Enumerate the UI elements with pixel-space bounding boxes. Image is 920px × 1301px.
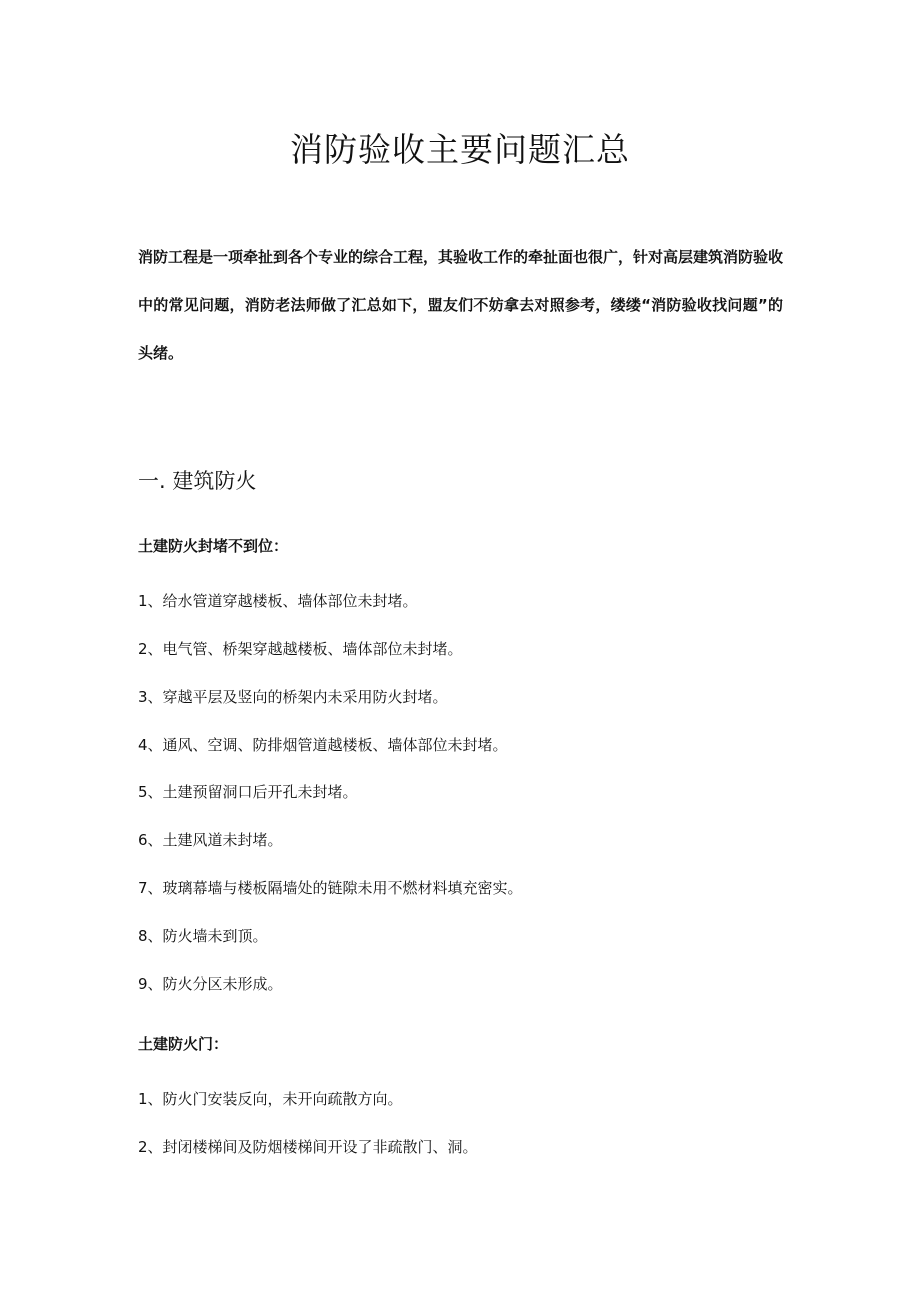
list-item: 1、给水管道穿越楼板、墙体部位未封堵。 <box>138 592 418 610</box>
page-title: 消防验收主要问题汇总 <box>290 130 630 169</box>
list-item: 4、通风、空调、防排烟管道越楼板、墙体部位未封堵。 <box>138 736 508 754</box>
list-item: 1、防火门安装反向，未开向疏散方向。 <box>138 1090 403 1108</box>
list-item: 2、封闭楼梯间及防烟楼梯间开设了非疏散门、洞。 <box>138 1138 478 1156</box>
list-item: 9、防火分区未形成。 <box>138 975 283 993</box>
list-item: 8、防火墙未到顶。 <box>138 927 268 945</box>
subheading-fire-sealing: 土建防火封堵不到位： <box>138 537 289 555</box>
section-heading-building-fire-protection: 一. 建筑防火 <box>138 469 257 493</box>
list-item: 2、电气管、桥架穿越越楼板、墙体部位未封堵。 <box>138 640 463 658</box>
list-item: 5、土建预留洞口后开孔未封堵。 <box>138 783 358 801</box>
list-item: 6、土建风道未封堵。 <box>138 831 283 849</box>
list-item: 7、玻璃幕墙与楼板隔墙处的链隙未用不燃材料填充密实。 <box>138 879 523 897</box>
list-item: 3、穿越平层及竖向的桥架内未采用防火封堵。 <box>138 688 448 706</box>
subheading-fire-doors: 土建防火门： <box>138 1035 229 1053</box>
intro-paragraph: 消防工程是一项牵扯到各个专业的综合工程，其验收工作的牵扯面也很广，针对高层建筑消防验收中的常见问题，消防老法师做了汇总如下，盟友们不妨拿去对照参考，缕缕“消防验收找问题”的头绪。 <box>138 248 784 362</box>
